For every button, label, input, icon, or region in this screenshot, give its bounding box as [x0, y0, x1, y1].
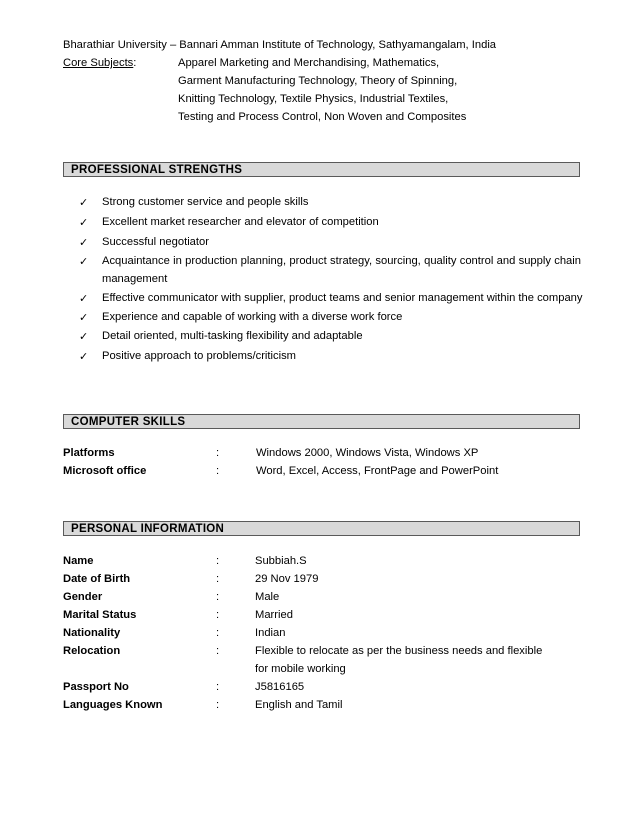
row-key: Passport No: [63, 681, 129, 693]
row-value: J5816165: [255, 681, 305, 693]
row-separator: :: [216, 573, 220, 585]
row-key: Date of Birth: [63, 573, 131, 585]
core-subjects-line: Testing and Process Control, Non Woven and Composites: [178, 111, 467, 123]
list-item-text: Experience and capable of working with a diverse work force: [102, 311, 403, 323]
core-subjects-line: Knitting Technology, Textile Physics, Industrial Textiles,: [178, 93, 449, 105]
row-value: Indian: [255, 627, 286, 639]
row-value: Male: [255, 591, 280, 603]
row-separator: :: [216, 465, 220, 477]
row-separator: :: [216, 555, 220, 567]
section-title: COMPUTER SKILLS: [71, 416, 186, 428]
checkmark-icon: ✓: [79, 350, 89, 363]
row-value: 29 Nov 1979: [255, 573, 319, 585]
list-item-text: Effective communicator with supplier, product teams and senior management within the company: [102, 292, 583, 304]
list-item-text: Acquaintance in production planning, product strategy, sourcing, quality control and supply chain: [102, 255, 581, 267]
checkmark-icon: ✓: [79, 216, 89, 229]
section-header-professional-strengths: [63, 162, 580, 177]
row-value: English and Tamil: [255, 699, 343, 711]
checkmark-icon: ✓: [79, 196, 89, 209]
row-key: Name: [63, 555, 94, 567]
row-separator: :: [216, 699, 220, 711]
core-subjects-line: Apparel Marketing and Merchandising, Mathematics,: [178, 57, 440, 69]
list-item-text: Strong customer service and people skills: [102, 196, 309, 208]
row-value: for mobile working: [255, 663, 346, 675]
checkmark-icon: ✓: [79, 292, 89, 305]
list-item-text: Successful negotiator: [102, 236, 209, 248]
section-title: PROFESSIONAL STRENGTHS: [71, 164, 243, 176]
row-key: Marital Status: [63, 609, 137, 621]
row-key: Languages Known: [63, 699, 163, 711]
list-item-text: Excellent market researcher and elevator of competition: [102, 216, 379, 228]
core-subjects-label: [63, 57, 136, 69]
row-separator: :: [216, 627, 220, 639]
row-separator: :: [216, 447, 220, 459]
row-value: Flexible to relocate as per the business needs and flexible: [255, 645, 543, 657]
row-key: Platforms: [63, 447, 115, 459]
row-key: Relocation: [63, 645, 121, 657]
row-value: Subbiah.S: [255, 555, 307, 567]
list-item-text: Positive approach to problems/criticism: [102, 350, 296, 362]
checkmark-icon: ✓: [79, 255, 89, 268]
row-separator: :: [216, 591, 220, 603]
core-subjects-label-text: Core Subjects: [63, 57, 134, 69]
list-item-text: Detail oriented, multi-tasking flexibility and adaptable: [102, 330, 363, 342]
row-value: Word, Excel, Access, FrontPage and PowerPoint: [256, 465, 499, 477]
row-key: Microsoft office: [63, 465, 147, 477]
core-subjects-line: Garment Manufacturing Technology, Theory of Spinning,: [178, 75, 458, 87]
row-separator: :: [216, 609, 220, 621]
section-header-computer-skills: [63, 414, 580, 429]
core-subjects-colon: :: [133, 57, 137, 69]
row-key: Gender: [63, 591, 103, 603]
education-institution: Bharathiar University – Bannari Amman Institute of Technology, Sathyamangalam, India: [63, 39, 497, 51]
checkmark-icon: ✓: [79, 236, 89, 249]
row-value: Married: [255, 609, 293, 621]
row-value: Windows 2000, Windows Vista, Windows XP: [256, 447, 479, 459]
row-key: Nationality: [63, 627, 121, 639]
row-separator: :: [216, 645, 220, 657]
row-separator: :: [216, 681, 220, 693]
section-header-personal-information: [63, 521, 580, 536]
section-title: PERSONAL INFORMATION: [71, 523, 225, 535]
checkmark-icon: ✓: [79, 311, 89, 324]
list-item-text: management: [102, 273, 168, 285]
checkmark-icon: ✓: [79, 330, 89, 343]
